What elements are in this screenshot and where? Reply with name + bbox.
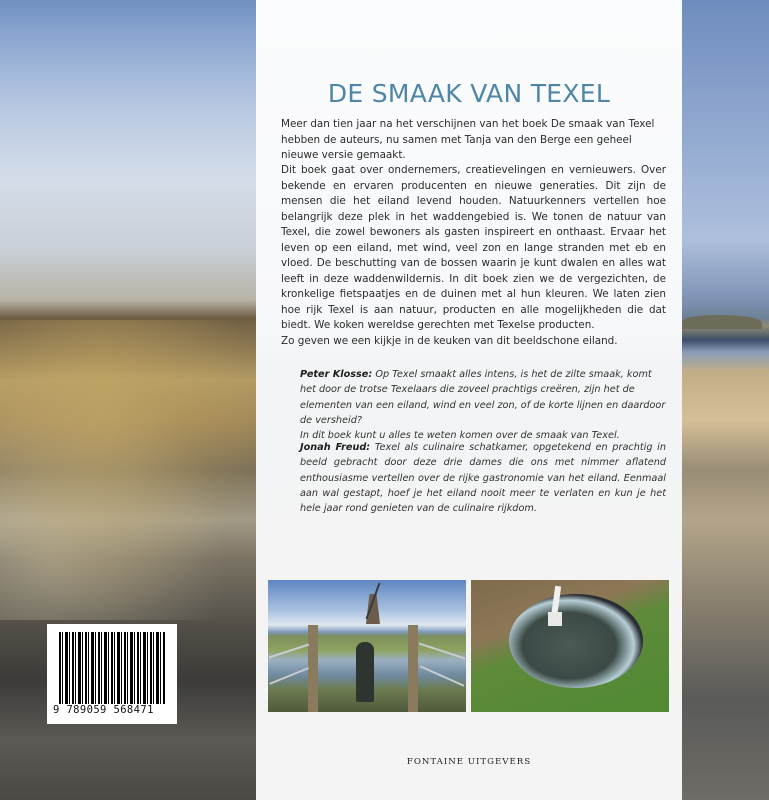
fence-post xyxy=(308,625,318,712)
fence-post xyxy=(408,625,418,712)
walker-figure xyxy=(356,642,374,702)
isbn-number: 9 789059 568471 xyxy=(53,704,171,716)
quote-author: Peter Klosse: xyxy=(300,369,373,380)
fence-rail xyxy=(420,665,465,686)
dunes-highlight xyxy=(0,320,256,620)
isbn-barcode xyxy=(47,624,177,724)
review-quote-jonah-freud xyxy=(300,440,666,516)
description-paragraph xyxy=(281,163,666,349)
description-closing-line: Zo geven we een kijkje in de keuken van dit beeldschone eiland. xyxy=(281,334,618,347)
quote-text: Op Texel smaakt alles intens, is het de zilte smaak, komt het door de trotse Texelaars die zoveel prachtigs creëren, zijn het de elementen van een eiland, wind en veel zon, of de korte lijnen en daardoor de versheid? xyxy=(300,369,666,426)
description-text: Dit boek gaat over ondernemers, creatievelingen en vernieuwers. Over bekende en ervaren producenten en nieuwe generaties. Dit zijn de mensen die het eiland levend houden. Natuurkenners vertellen hoe belangrijk deze plek in het waddengebied is. We tonen de natuur van Texel, die zowel bewoners als gasten inspireert en onthaast. Ervaar het leven op een eiland, met wind, veel zon en lange stranden met eb en vloed. De beschutting van de bossen waarin je kunt dwalen en alles wat leeft in deze waddenwildernis. In dit boek zien we de vergezichten, de kronkelige fietspaatjes en de duinen met al hun kleuren. We laten zien hoe rijk Texel is aan natuur, producten en alle mogelijkheden die dat biedt. We koken wereldse gerechten met Texelse producten. xyxy=(281,164,666,331)
publisher-name: FONTAINE UITGEVERS xyxy=(406,757,532,767)
quote-text-closing: In dit boek kunt u alles te weten komen over de smaak van Texel. xyxy=(300,430,620,442)
intro-paragraph: Meer dan tien jaar na het verschijnen van het boek De smaak van Texel hebben de auteurs, nu samen met Tanja van den Berge een geheel nieuwe versie gemaakt. xyxy=(281,118,655,161)
beach-background-photo xyxy=(682,0,769,800)
review-quote-peter-klosse xyxy=(300,367,666,443)
mussels-in-pan-photo xyxy=(471,580,669,712)
fence-rail xyxy=(269,644,310,659)
quote-text: Texel als culinaire schatkamer, opgetekend en prachtig in beeld gebracht door deze drie dames die ons met nimmer aflatend enthousiasme vertellen over de rijke gastronomie van het eiland. Eenmaal aan wal gestapt, hoef je het eiland nooit meer te verlaten en kun je het hele jaar rond genieten van de culinaire rijkdom. xyxy=(300,442,666,515)
paella-pan-with-mussels xyxy=(509,594,643,688)
quote-author: Jonah Freud: xyxy=(300,442,371,453)
book-title: DE SMAAK VAN TEXEL xyxy=(327,78,611,108)
windmill-and-walkers-photo xyxy=(268,580,466,712)
fence-rail xyxy=(419,643,465,660)
spatula-head xyxy=(548,612,562,626)
island-silhouette xyxy=(682,315,762,329)
barcode-bars xyxy=(59,632,165,704)
fence-rail xyxy=(269,667,309,685)
